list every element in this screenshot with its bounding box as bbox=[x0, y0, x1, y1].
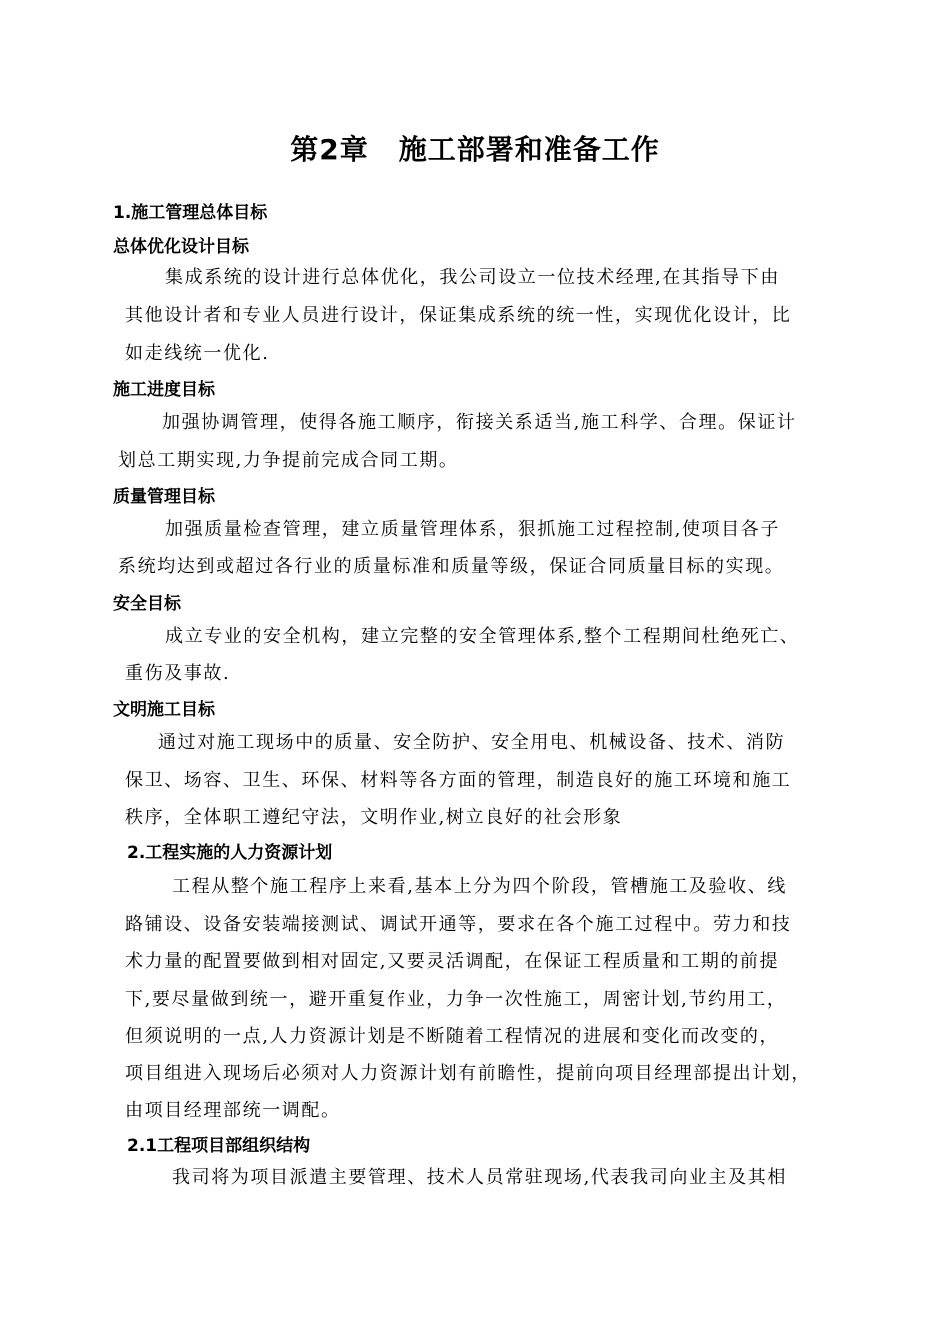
paragraph-line: 重伤及事故. bbox=[125, 663, 231, 684]
paragraph-line: 由项目经理部统一调配。 bbox=[125, 1100, 341, 1121]
paragraph-line: 如走线统一优化. bbox=[125, 343, 270, 364]
section-heading-2-1: 2.1工程项目部组织结构 bbox=[127, 1136, 311, 1156]
paragraph-line: 但须说明的一点,人力资源计划是不断随着工程情况的进展和变化而改变的， bbox=[125, 1026, 780, 1047]
paragraph-line: 保卫、场容、卫生、环保、材料等各方面的管理，制造良好的施工环境和施工 bbox=[125, 770, 792, 791]
chapter-name: 施工部署和准备工作 bbox=[398, 133, 660, 166]
subheading-civilized-goal: 文明施工目标 bbox=[113, 700, 215, 720]
paragraph-line: 秩序，全体职工遵纪守法，文明作业,树立良好的社会形象 bbox=[125, 807, 623, 828]
paragraph-line: 下,要尽量做到统一，避开重复作业，力争一次性施工，周密计划,节约用工， bbox=[125, 989, 787, 1010]
paragraph-line: 划总工期实现,力争提前完成合同工期。 bbox=[118, 450, 459, 471]
paragraph-line: 通过对施工现场中的质量、安全防护、安全用电、机械设备、技术、消防 bbox=[158, 732, 786, 753]
paragraph-line: 项目组进入现场后必须对人力资源计划有前瞻性，提前向项目经理部提出计划， bbox=[125, 1063, 811, 1084]
paragraph-line: 路铺设、设备安装端接测试、调试开通等，要求在各个施工过程中。劳力和技 bbox=[125, 914, 792, 935]
section-heading-1: 1.施工管理总体目标 bbox=[113, 203, 268, 223]
subheading-schedule-goal: 施工进度目标 bbox=[113, 380, 215, 400]
chapter-number: 第2章 bbox=[290, 133, 369, 166]
paragraph-line: 系统均达到或超过各行业的质量标准和质量等级，保证合同质量目标的实现。 bbox=[118, 556, 785, 577]
section-heading-2: 2.工程实施的人力资源计划 bbox=[127, 843, 333, 863]
paragraph-line: 加强协调管理，使得各施工顺序，衔接关系适当,施工科学、合理。保证计 bbox=[162, 412, 797, 433]
paragraph-line: 我司将为项目派遣主要管理、技术人员常驻现场,代表我司向业主及其相 bbox=[172, 1167, 787, 1188]
paragraph-line: 工程从整个施工程序上来看,基本上分为四个阶段，管槽施工及验收、线 bbox=[172, 876, 787, 897]
paragraph-line: 其他设计者和专业人员进行设计，保证集成系统的统一性，实现优化设计，比 bbox=[125, 305, 792, 326]
chapter-title bbox=[0, 128, 950, 168]
subheading-design-goal: 总体优化设计目标 bbox=[113, 237, 249, 257]
subheading-safety-goal: 安全目标 bbox=[113, 594, 181, 614]
paragraph-line: 加强质量检查管理，建立质量管理体系，狠抓施工过程控制,使项目各子 bbox=[165, 519, 780, 540]
paragraph-line: 集成系统的设计进行总体优化，我公司设立一位技术经理,在其指导下由 bbox=[165, 267, 780, 288]
paragraph-line: 术力量的配置要做到相对固定,又要灵活调配，在保证工程质量和工期的前提 bbox=[125, 951, 780, 972]
subheading-quality-goal: 质量管理目标 bbox=[113, 487, 215, 507]
paragraph-line: 成立专业的安全机构，建立完整的安全管理体系,整个工程期间杜绝死亡、 bbox=[165, 626, 800, 647]
